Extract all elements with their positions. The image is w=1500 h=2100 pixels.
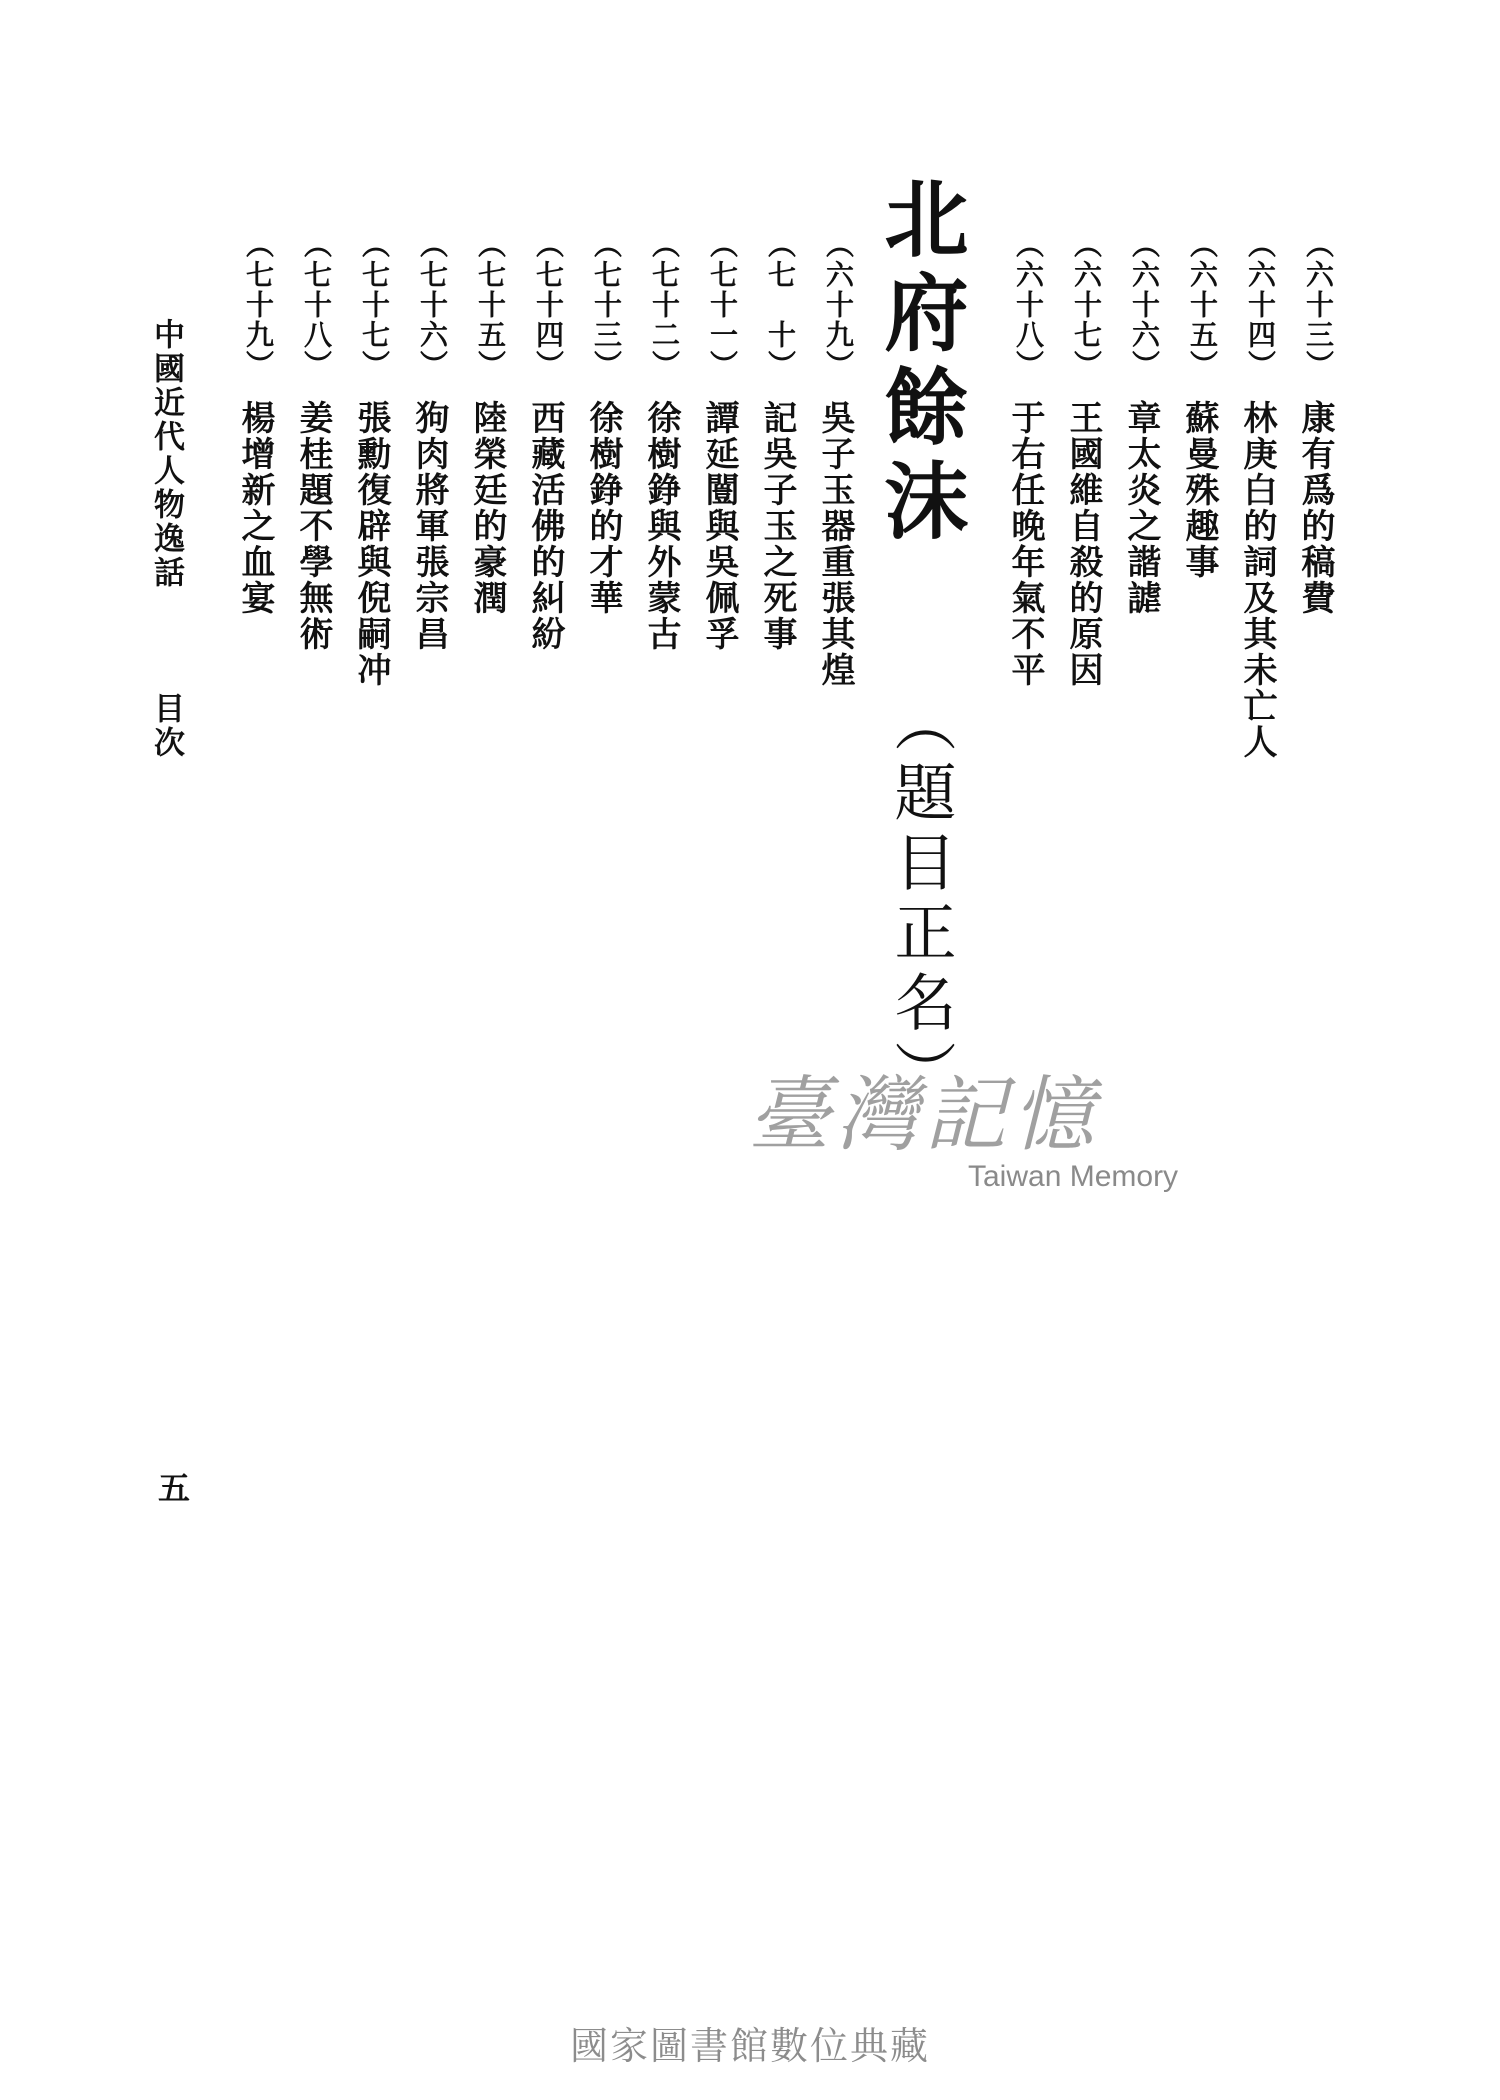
entry-number: （七十五） xyxy=(474,230,507,380)
toc-entry xyxy=(293,230,333,652)
entry-title: 蘇曼殊趣事 xyxy=(1179,400,1219,580)
entry-title: 徐樹錚與外蒙古 xyxy=(641,400,681,652)
entry-title: 狗肉將軍張宗昌 xyxy=(409,400,449,652)
toc-entry xyxy=(409,230,449,652)
toc-entry xyxy=(815,230,855,688)
page-number: 五 xyxy=(158,1469,191,1507)
toc-entry xyxy=(583,230,623,616)
entry-title: 章太炎之諧謔 xyxy=(1121,400,1161,616)
entry-number: （七 十） xyxy=(764,230,797,380)
entry-title: 于右任晚年氣不平 xyxy=(1005,400,1045,688)
entry-number: （七十二） xyxy=(648,230,681,380)
entry-title: 西藏活佛的糾紛 xyxy=(525,400,565,652)
section-title: 北府餘沫 xyxy=(871,175,970,551)
entry-number: （六十六） xyxy=(1128,230,1161,380)
entry-number: （七十七） xyxy=(358,230,391,380)
toc-entry xyxy=(1237,230,1277,760)
watermark-english: Taiwan Memory xyxy=(968,1160,1179,1193)
toc-entry xyxy=(757,230,797,652)
entry-number: （七十六） xyxy=(416,230,449,380)
entry-number: （七十四） xyxy=(532,230,565,380)
entry-title: 張勳復辟與倪嗣冲 xyxy=(351,400,391,688)
toc-entry xyxy=(1295,230,1335,616)
book-title: 中國近代人物逸話 xyxy=(148,318,184,590)
toc-entry xyxy=(1121,230,1161,616)
entry-title: 康有爲的稿費 xyxy=(1295,400,1335,616)
toc-entry xyxy=(641,230,681,652)
entry-number: （六十九） xyxy=(822,230,855,380)
toc-entry xyxy=(467,230,507,616)
entry-number: （六十四） xyxy=(1244,230,1277,380)
toc-entry xyxy=(1005,230,1045,688)
entry-number: （七十一） xyxy=(706,230,739,380)
entry-number: （七十三） xyxy=(590,230,623,380)
entry-title: 林庚白的詞及其未亡人 xyxy=(1237,400,1277,760)
entry-title: 王國維自殺的原因 xyxy=(1063,400,1103,688)
entry-number: （六十八） xyxy=(1012,230,1045,380)
watermark-chinese: 臺灣記憶 xyxy=(748,1068,1100,1163)
toc-entry xyxy=(525,230,565,652)
entry-title: 楊增新之血宴 xyxy=(235,400,275,616)
entry-title: 姜桂題不學無術 xyxy=(293,400,333,652)
toc-entry xyxy=(1063,230,1103,688)
entry-title: 陸榮廷的豪潤 xyxy=(467,400,507,616)
entry-title: 記吳子玉之死事 xyxy=(757,400,797,652)
entry-title: 徐樹錚的才華 xyxy=(583,400,623,616)
toc-entry xyxy=(699,230,739,652)
entry-number: （六十五） xyxy=(1186,230,1219,380)
toc-entry xyxy=(235,230,275,616)
entry-number: （六十三） xyxy=(1302,230,1335,380)
entry-title: 吳子玉器重張其煌 xyxy=(815,400,855,688)
toc-entry xyxy=(1179,230,1219,580)
toc-entry xyxy=(351,230,391,688)
running-head xyxy=(148,318,184,760)
entry-number: （六十七） xyxy=(1070,230,1103,380)
watermark xyxy=(748,1050,1208,1220)
entry-number: （七十九） xyxy=(242,230,275,380)
footer-credit: 國家圖書館數位典藏 xyxy=(569,2026,930,2068)
running-head-section: 目次 xyxy=(148,692,184,760)
entry-number: （七十八） xyxy=(300,230,333,380)
entry-title: 譚延闓與吳佩孚 xyxy=(699,400,739,652)
section-subtitle: （題目正名） xyxy=(884,690,957,1110)
section-heading xyxy=(871,175,970,1110)
